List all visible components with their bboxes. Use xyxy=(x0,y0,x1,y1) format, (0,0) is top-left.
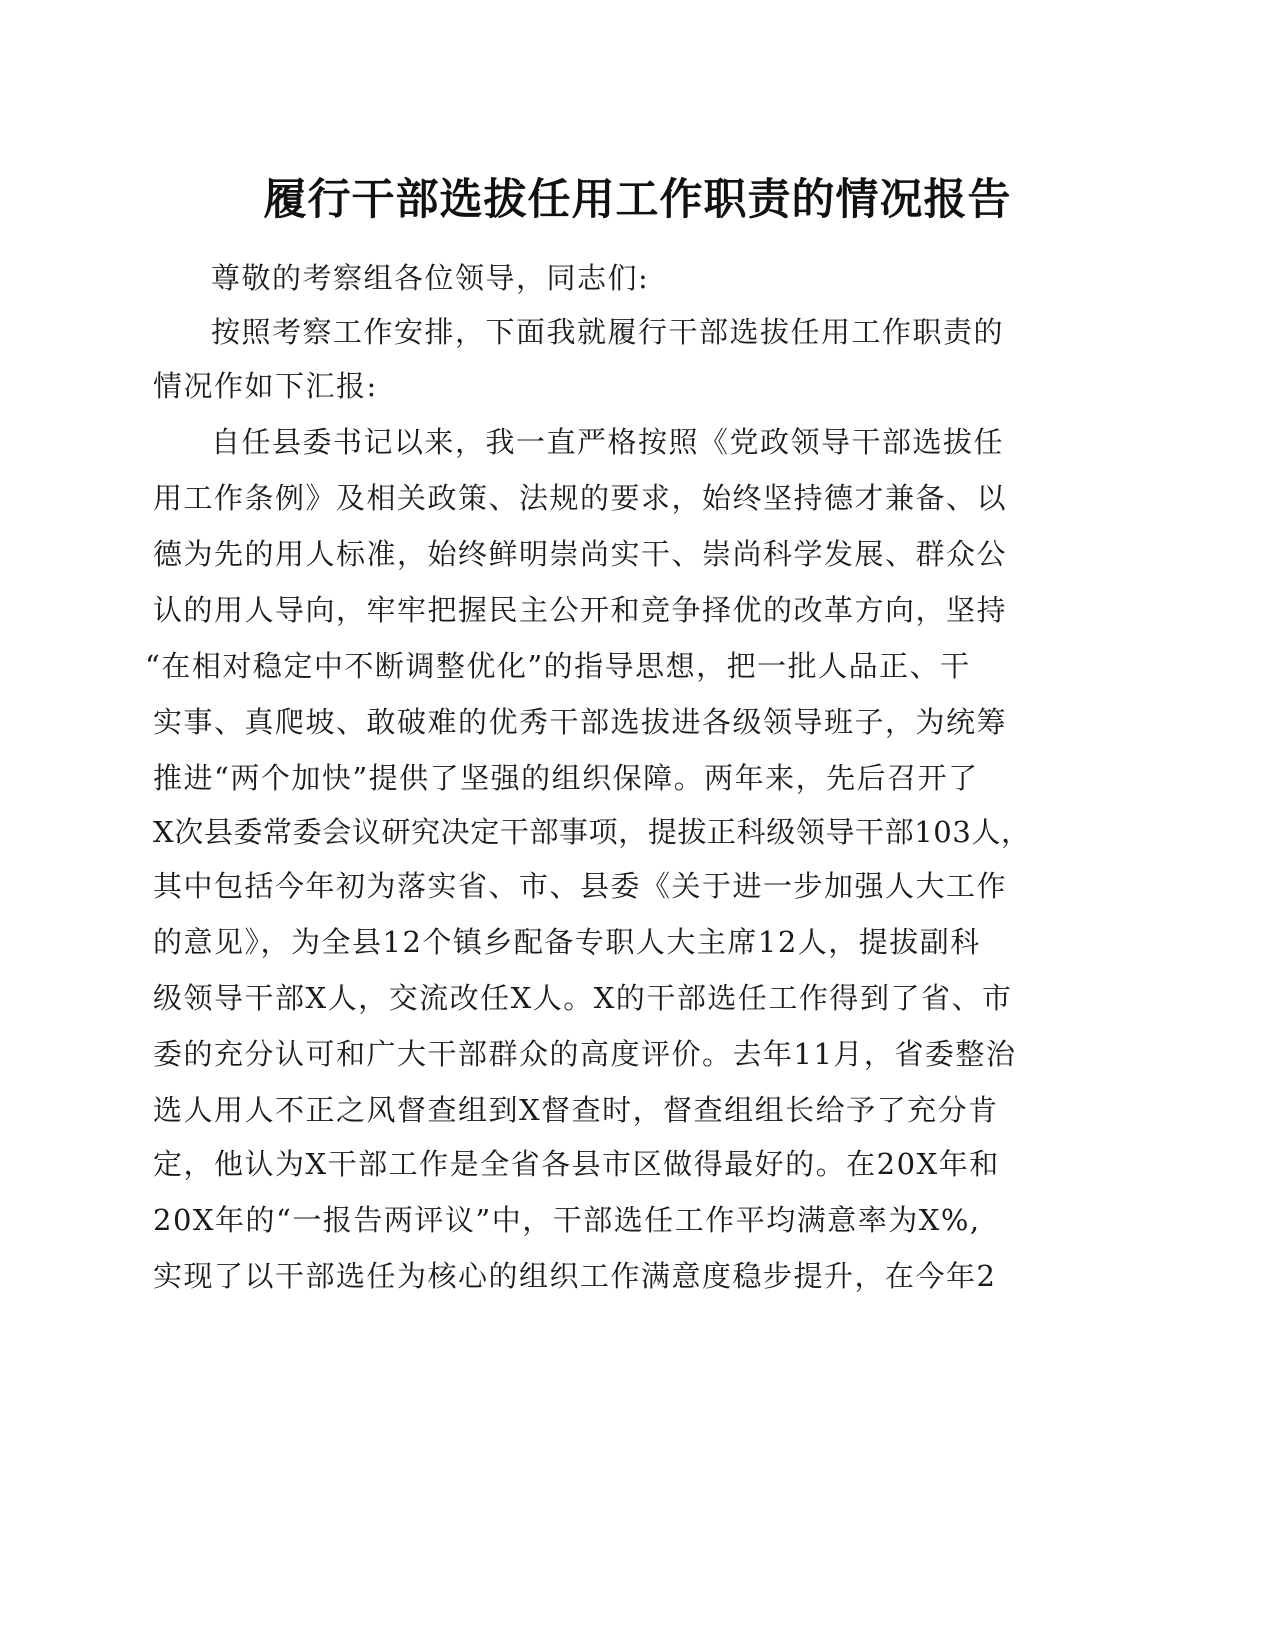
paragraph-line: 定，他认为X干部工作是全省各县市区做得最好的。在20X年和 xyxy=(153,1147,1000,1181)
paragraph-line: 实现了以干部选任为核心的组织工作满意度稳步提升，在今年2 xyxy=(153,1259,997,1293)
document-body xyxy=(145,0,1093,1650)
paragraph-line: 20X年的“一报告两评议”中，干部选任工作平均满意率为X%, xyxy=(153,1203,981,1237)
paragraph-line: 德为先的用人标准，始终鲜明崇尚实干、崇尚科学发展、群众公 xyxy=(153,537,1008,571)
paragraph-line: 其中包括今年初为落实省、市、县委《关于进一步加强人大工作 xyxy=(153,869,1008,903)
paragraph-line: 实事、真爬坡、敢破难的优秀干部选拔进各级领导班子，为统筹 xyxy=(153,705,1008,739)
paragraph-line: 推进“两个加快”提供了坚强的组织保障。两年来，先后召开了 xyxy=(153,761,979,795)
paragraph-line: 用工作条例》及相关政策、法规的要求，始终坚持德才兼备、以 xyxy=(153,481,1008,515)
paragraph-line: 选人用人不正之风督查组到X督查时，督查组组长给予了充分肯 xyxy=(153,1093,999,1127)
paragraph-line: 自任县委书记以来，我一直严格按照《党政领导干部选拔任 xyxy=(211,425,1005,459)
paragraph-line: 按照考察工作安排，下面我就履行干部选拔任用工作职责的 xyxy=(211,315,1005,349)
document-title: 履行干部选拔任用工作职责的情况报告 xyxy=(263,175,1012,225)
paragraph-line: 级领导干部X人，交流改任X人。X的干部选任工作得到了省、市 xyxy=(153,981,1013,1015)
paragraph-line: X次县委常委会议研究决定干部事项，提拔正科级领导干部103人， xyxy=(153,815,1031,849)
paragraph-line: 认的用人导向，牢牢把握民主公开和竞争择优的改革方向，坚持 xyxy=(153,593,1008,627)
paragraph-line: 委的充分认可和广大干部群众的高度评价。去年11月，省委整治 xyxy=(153,1037,1017,1071)
salutation-line: 尊敬的考察组各位领导，同志们: xyxy=(211,261,650,295)
paragraph-line: “在相对稳定中不断调整优化”的指导思想，把一批人品正、干 xyxy=(145,649,971,683)
paragraph-line: 的意见》，为全县12个镇乡配备专职人大主席12人，提拔副科 xyxy=(153,925,981,959)
paragraph-line: 情况作如下汇报: xyxy=(153,369,378,403)
